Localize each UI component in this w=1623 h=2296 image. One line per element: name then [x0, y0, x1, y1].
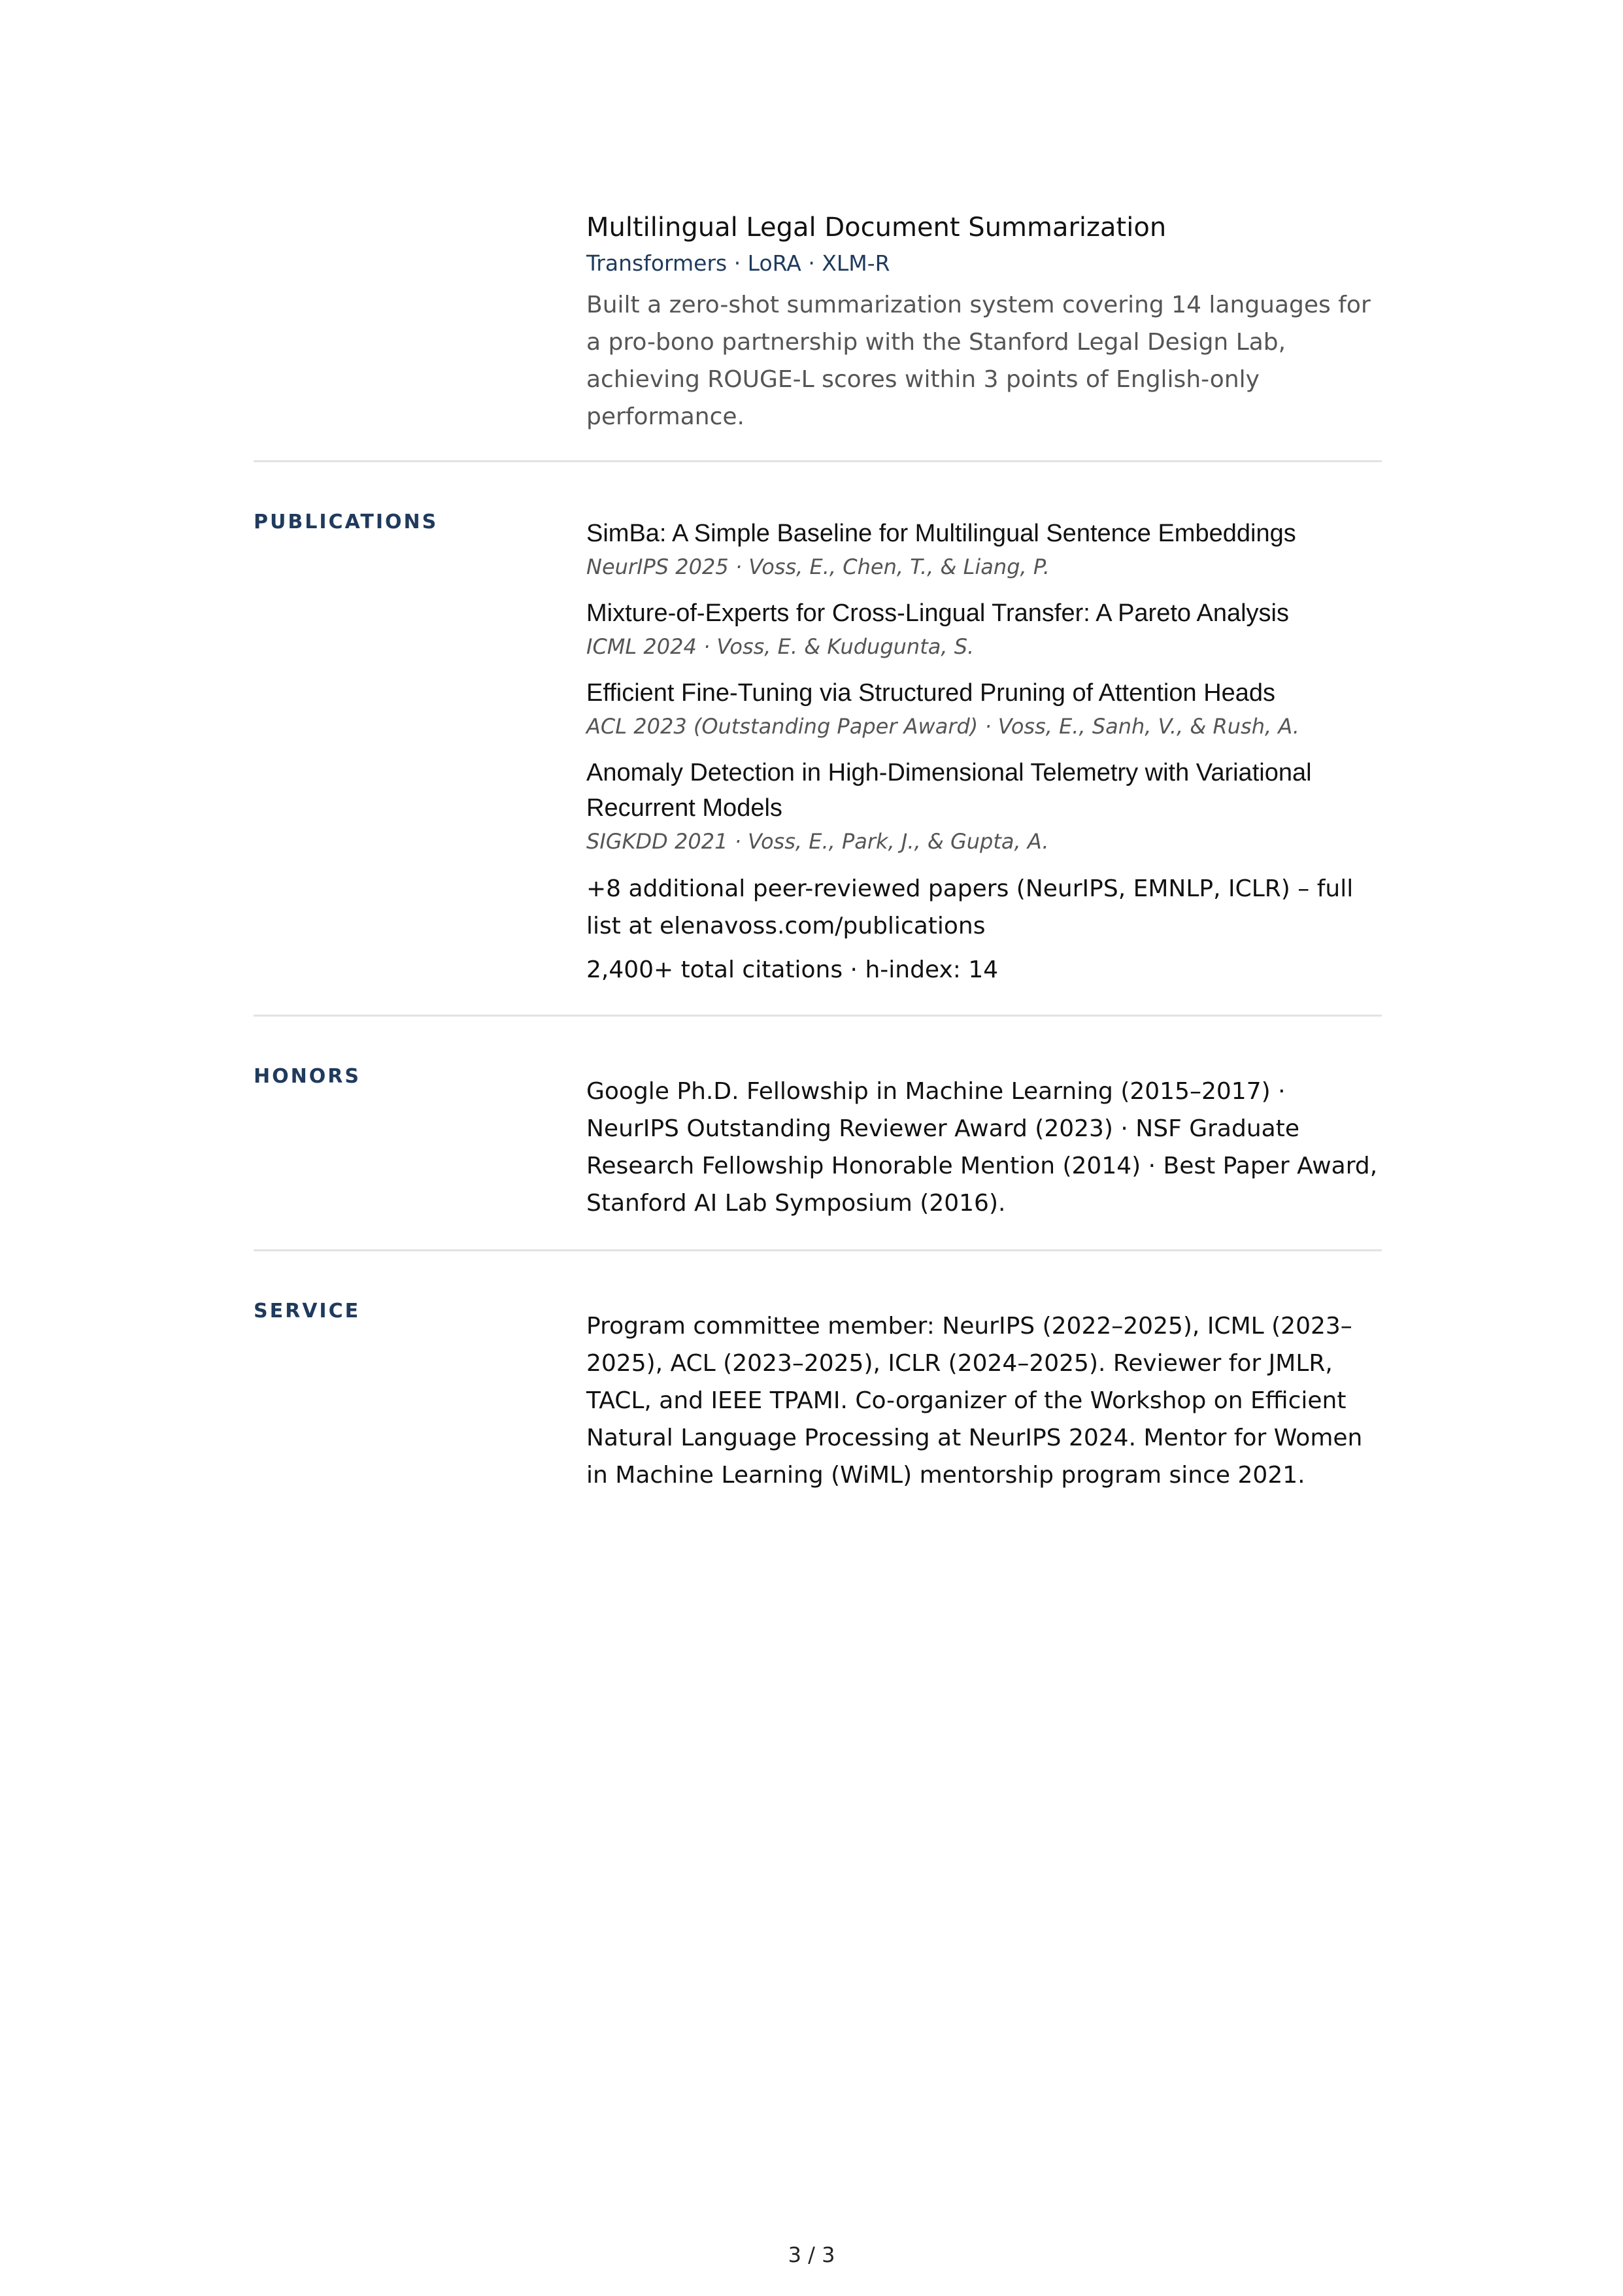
project-description: Built a zero-shot summarization system covering 14 languages for a pro-bono partnership with the Stanford Legal Design Lab, achieving ROUGE-L scores within 3 points of English-only performance.	[586, 292, 1371, 430]
page-content	[254, 209, 1382, 1494]
publication-item	[586, 755, 1382, 857]
project-block	[254, 209, 1382, 435]
publication-meta: SIGKDD 2021 · Voss, E., Park, J., & Gupta, A.	[586, 829, 1049, 854]
publication-title: Mixture-of-Experts for Cross-Lingual Transfer: A Pareto Analysis	[586, 599, 1289, 627]
publications-section	[254, 511, 1382, 988]
service-heading: SERVICE	[254, 1300, 361, 1323]
honors-section	[254, 1065, 1382, 1222]
publication-meta: ACL 2023 (Outstanding Paper Award) · Voss, E., Sanh, V., & Rush, A.	[586, 714, 1299, 739]
publication-meta: NeurIPS 2025 · Voss, E., Chen, T., & Liang, P.	[586, 554, 1050, 579]
service-body	[586, 1308, 1382, 1494]
publication-item	[586, 516, 1382, 582]
service-section	[254, 1300, 1382, 1494]
publications-heading: PUBLICATIONS	[254, 511, 439, 533]
project-tags: Transformers · LoRA · XLM-R	[586, 250, 890, 276]
honors-label-column	[254, 1065, 586, 1222]
additional-papers-note: +8 additional peer-reviewed papers (NeurIPS, EMNLP, ICLR) – full list at elenavoss.com/publications	[586, 875, 1354, 939]
section-divider	[254, 460, 1382, 462]
publication-title: SimBa: A Simple Baseline for Multilingual Sentence Embeddings	[586, 520, 1296, 547]
publication-title: Anomaly Detection in High-Dimensional Telemetry with Variational Recurrent Models	[586, 759, 1312, 822]
project-title: Multilingual Legal Document Summarization	[586, 212, 1167, 243]
publication-item	[586, 675, 1382, 742]
publications-label-column	[254, 511, 586, 988]
publication-item	[586, 596, 1382, 662]
project-label-column	[254, 209, 586, 435]
page-number: 3 / 3	[788, 2242, 835, 2267]
publication-meta: ICML 2024 · Voss, E. & Kudugunta, S.	[586, 634, 975, 659]
honors-text: Google Ph.D. Fellowship in Machine Learning (2015–2017) · NeurIPS Outstanding Reviewer Award (2023) · NSF Graduate Research Fellowship Honorable Mention (2014) · Best Paper Award, Stanford AI Lab Symposium (2016).	[586, 1078, 1378, 1217]
publication-title: Efficient Fine-Tuning via Structured Pruning of Attention Heads	[586, 679, 1276, 707]
honors-heading: HONORS	[254, 1065, 361, 1088]
honors-body	[586, 1073, 1382, 1222]
service-label-column	[254, 1300, 586, 1494]
publications-body	[586, 516, 1382, 988]
section-divider	[254, 1015, 1382, 1017]
service-text: Program committee member: NeurIPS (2022–2025), ICML (2023–2025), ACL (2023–2025), ICLR (2024–2025). Reviewer for JMLR, TACL, and IEEE TPAMI. Co-organizer of the Workshop on Efficient Natural Language Processing at NeurIPS 2024. Mentor for Women in Machine Learning (WiML) mentorship program since 2021.	[586, 1313, 1363, 1489]
section-divider	[254, 1249, 1382, 1251]
project-body	[586, 209, 1382, 435]
citation-stats: 2,400+ total citations · h-index: 14	[586, 956, 999, 983]
